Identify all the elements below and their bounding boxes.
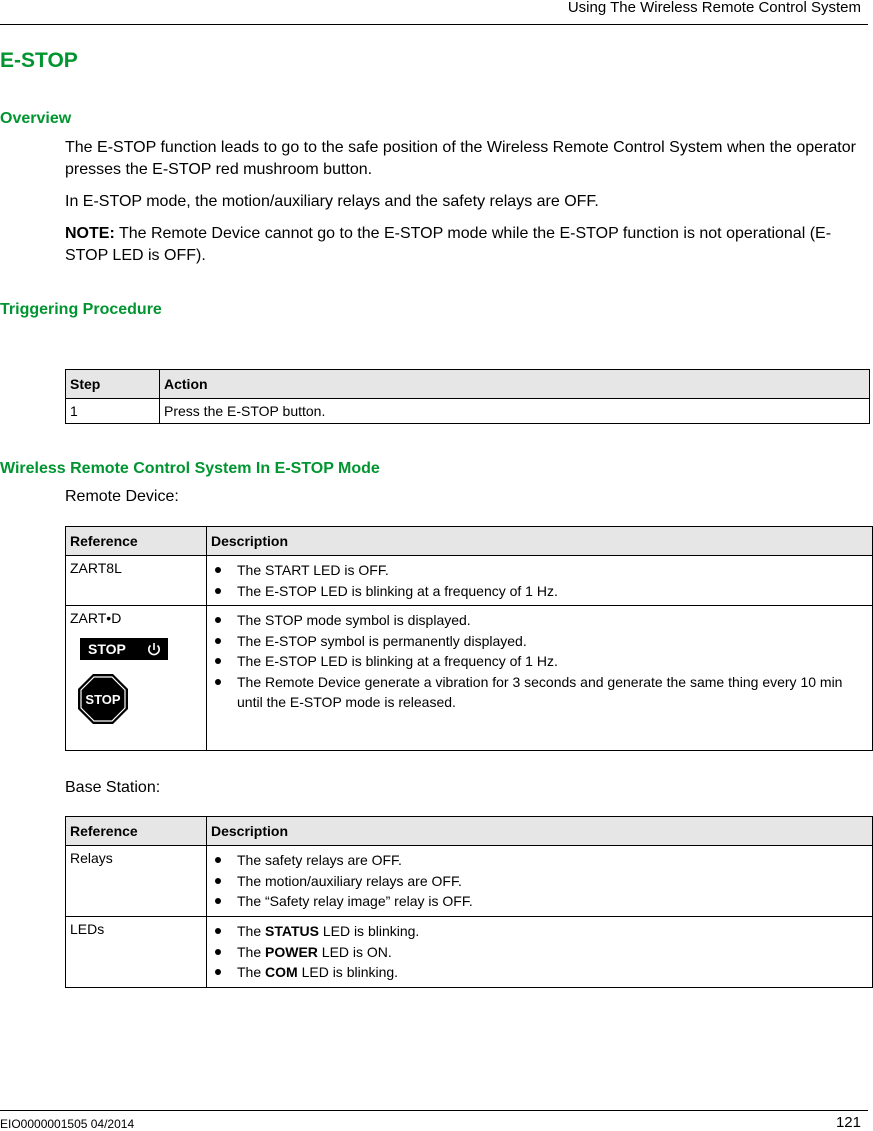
led-text: The (237, 964, 266, 980)
reference-name: ZART•D (70, 610, 122, 626)
reference-cell: Relays (66, 846, 207, 917)
led-name: POWER (265, 943, 318, 960)
list-item: The E-STOP symbol is permanently displayed. (211, 631, 868, 652)
triggering-heading: Triggering Procedure (0, 301, 162, 318)
led-name: STATUS (265, 923, 319, 939)
header-rule (0, 24, 868, 25)
description-cell (207, 556, 873, 606)
power-icon (146, 641, 162, 660)
table-row (66, 606, 873, 751)
description-cell (207, 917, 873, 988)
page-number: 121 (835, 1114, 861, 1131)
bullet-list (211, 850, 868, 912)
triggering-table (65, 369, 870, 424)
column-header-reference: Reference (66, 527, 207, 556)
list-item: The STOP mode symbol is displayed. (211, 610, 868, 631)
led-text: LED is blinking. (297, 964, 399, 980)
bullet-list (211, 560, 868, 601)
running-header: Using The Wireless Remote Control System (567, 0, 861, 16)
column-header-step: Step (66, 370, 160, 399)
table-header-row (66, 527, 873, 556)
column-header-action: Action (160, 370, 870, 399)
bullet-list (211, 921, 868, 983)
list-item (211, 921, 868, 942)
note-text: The Remote Device cannot go to the E-STOP mode while the E-STOP function is not operational (E-STOP LED is OFF). (65, 225, 832, 264)
column-header-description: Description (207, 527, 873, 556)
list-item: The “Safety relay image” relay is OFF. (211, 891, 868, 912)
base-station-label: Base Station: (65, 779, 161, 796)
footer-rule (0, 1110, 868, 1111)
reference-cell: ZART8L (66, 556, 207, 606)
stop-mode-symbol-text: STOP (88, 641, 126, 657)
table-row (66, 917, 873, 988)
table-row (66, 846, 873, 917)
estop-sign-text: STOP (85, 692, 121, 707)
column-header-reference: Reference (66, 817, 207, 846)
list-item (211, 962, 868, 983)
step-cell: 1 (66, 399, 160, 424)
section-title: E-STOP (0, 49, 78, 72)
overview-heading: Overview (0, 110, 72, 127)
column-header-description: Description (207, 817, 873, 846)
led-text: LED is blinking. (318, 923, 420, 939)
list-item: The motion/auxiliary relays are OFF. (211, 871, 868, 892)
remote-device-table (65, 526, 873, 751)
led-text: LED is ON. (317, 943, 392, 960)
description-cell (207, 846, 873, 917)
estop-mode-heading: Wireless Remote Control System In E-STOP Mode (0, 460, 380, 477)
led-text: The (237, 943, 266, 960)
reference-cell: LEDs (66, 917, 207, 988)
document-reference: EIO0000001505 04/2014 (0, 1117, 135, 1131)
overview-paragraph-1: The E-STOP function leads to go to the safe position of the Wireless Remote Control System when the operator presses the E-STOP red mushroom button. (65, 139, 856, 178)
reference-cell (66, 606, 207, 751)
table-header-row (66, 817, 873, 846)
stop-mode-symbol (80, 638, 168, 660)
list-item: The E-STOP LED is blinking at a frequency of 1 Hz. (211, 651, 868, 672)
table-row (66, 399, 870, 424)
led-name: COM (265, 964, 298, 980)
action-cell: Press the E-STOP button. (160, 399, 870, 424)
description-cell (207, 606, 873, 751)
list-item: The Remote Device generate a vibration for 3 seconds and generate the same thing every 10 min until the E-STOP mode is released. (211, 672, 868, 713)
estop-sign-icon (77, 673, 129, 725)
note-label: NOTE: (65, 225, 115, 242)
remote-device-label: Remote Device: (65, 488, 179, 505)
bullet-list (211, 610, 868, 713)
list-item: The E-STOP LED is blinking at a frequency of 1 Hz. (211, 581, 868, 602)
list-item (211, 942, 868, 963)
overview-note (65, 223, 865, 267)
led-text: The (237, 923, 266, 939)
table-header-row (66, 370, 870, 399)
table-row (66, 556, 873, 606)
list-item: The START LED is OFF. (211, 560, 868, 581)
base-station-table (65, 816, 873, 988)
overview-paragraph-2: In E-STOP mode, the motion/auxiliary relays and the safety relays are OFF. (65, 193, 599, 210)
list-item: The safety relays are OFF. (211, 850, 868, 871)
